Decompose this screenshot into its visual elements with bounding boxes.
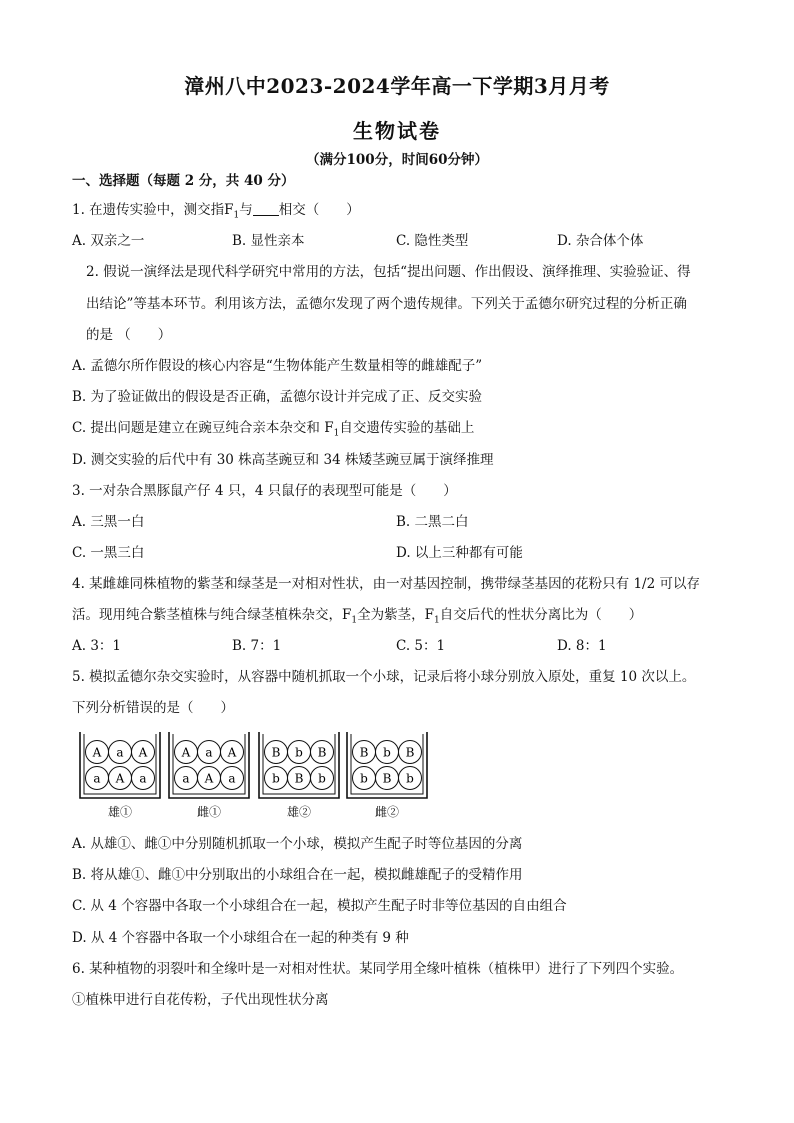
q4-option-d: D. 8：1 [557,638,607,654]
ball-letter: A [204,771,214,786]
q2-line3: 的是 （ ） [86,327,172,343]
q1-stem-sub: 1 [233,210,240,221]
section-heading: 一、选择题（每题 2 分，共 40 分） [72,173,295,189]
q3-option-a: A. 三黑一白 [72,514,145,530]
q4-line2-c: 自交后代的性状分离比为（ ） [439,607,643,623]
ball-letter: b [406,771,414,786]
q5-option-a: A. 从雄①、雌①中分别随机抓取一个小球，模拟产生配子时等位基因的分离 [72,836,523,852]
q1-stem-c: 相交（ ） [278,202,360,218]
jar-label: 雄② [286,805,311,819]
q4-line2-sub2: 1 [433,615,440,626]
q4-option-b: B. 7：1 [232,638,282,654]
jar-label: 雌② [374,805,399,819]
jar-drawing [166,730,252,802]
q5-line1: 5. 模拟孟德尔杂交实验时，从容器中随机抓取一个小球，记录后将小球分别放入原处，重复 10 次以上。 [72,669,696,685]
ball-letter: b [383,745,391,760]
jar-drawing [256,730,342,802]
q1-stem-b: 与 [239,202,253,218]
ball-letter: A [227,745,237,760]
jar-drawing [344,730,430,802]
q3-option-d: D. 以上三种都有可能 [396,545,523,561]
q2-option-c [72,419,474,443]
q2-option-d: D. 测交实验的后代中有 30 株高茎豌豆和 34 株矮茎豌豆属于演绎推理 [72,452,494,468]
q2-option-c-sub: 1 [333,428,340,439]
jar-label: 雌① [196,805,221,819]
q1-option-c: C. 隐性类型 [396,233,469,249]
q1-stem [72,201,360,225]
q5-option-d: D. 从 4 个容器中各取一个小球组合在一起的种类有 9 种 [72,930,409,946]
q2-line1: 2. 假说一演绎法是现代科学研究中常用的方法，包括“提出问题、作出假设、演绎推理、实验验证、得 [86,264,691,280]
jar-drawing [77,730,163,802]
q1-blank [253,203,279,216]
q5-option-b: B. 将从雄①、雌①中分别取出的小球组合在一起，模拟雌雄配子的受精作用 [72,867,523,883]
q4-line2-a: 活。现用纯合紫茎植株与纯合绿茎植株杂交，F [72,607,352,623]
q4-line2-sub1: 1 [351,615,358,626]
ball-letter: b [272,771,280,786]
ball-letter: a [182,771,190,786]
q3-stem: 3. 一对杂合黑豚鼠产仔 4 只，4 只鼠仔的表现型可能是（ ） [72,483,457,499]
q4-line2 [72,606,642,630]
ball-letter: A [115,771,125,786]
q1-option-d: D. 杂合体个体 [557,233,644,249]
q2-option-b: B. 为了验证做出的假设是否正确，孟德尔设计并完成了正、反交实验 [72,389,483,405]
ball-letter: A [138,745,148,760]
exam-info: （满分100分，时间60分钟） [306,152,488,168]
q2-option-c-b: 自交遗传实验的基础上 [339,420,475,436]
ball-letter: B [317,745,327,760]
ball-letter: B [359,745,369,760]
q1-option-a: A. 双亲之一 [72,233,145,249]
q6-line1: 6. 某种植物的羽裂叶和全缘叶是一对相对性状。某同学用全缘叶植株（植株甲）进行了下列四个实验。 [72,961,684,977]
q4-line1: 4. 某雌雄同株植物的紫茎和绿茎是一对相对性状，由一对基因控制，携带绿茎基因的花粉只有 1/2 可以存 [72,576,700,592]
ball-letter: b [295,745,303,760]
ball-letter: B [271,745,281,760]
q1-stem-a: 1. 在遗传实验中，测交指F [72,202,234,218]
ball-letter: B [405,745,415,760]
ball-letter: b [360,771,368,786]
ball-letter: b [318,771,326,786]
ball-letter: B [382,771,392,786]
ball-letter: a [205,745,213,760]
q2-option-c-a: C. 提出问题是建立在豌豆纯合亲本杂交和 F [72,420,334,436]
exam-title: 漳州八中2023-2024学年高一下学期3月月考 [184,74,610,98]
ball-letter: a [228,771,236,786]
exam-subject: 生物试卷 [353,119,441,143]
q1-option-b: B. 显性亲本 [232,233,305,249]
ball-letter: A [92,745,102,760]
ball-letter: B [294,771,304,786]
q3-option-c: C. 一黑三白 [72,545,145,561]
q4-line2-b: 全为紫茎，F [357,607,434,623]
ball-letter: a [139,771,147,786]
ball-letter: a [93,771,101,786]
q2-line2: 出结论”等基本环节。利用该方法，孟德尔发现了两个遗传规律。下列关于孟德尔研究过程的分析正确 [86,296,687,312]
q5-option-c: C. 从 4 个容器中各取一个小球组合在一起，模拟产生配子时非等位基因的自由组合 [72,898,567,914]
q2-option-a: A. 孟德尔所作假设的核心内容是“生物体能产生数量相等的雌雄配子” [72,358,483,374]
q4-option-c: C. 5：1 [396,638,446,654]
ball-letter: A [181,745,191,760]
q5-line2: 下列分析错误的是（ ） [72,700,234,716]
q3-option-b: B. 二黑二白 [396,514,469,530]
jar-label: 雄① [107,805,132,819]
q6-line2: ①植株甲进行自花传粉，子代出现性状分离 [72,992,329,1008]
q4-option-a: A. 3：1 [72,638,122,654]
ball-letter: a [116,745,124,760]
